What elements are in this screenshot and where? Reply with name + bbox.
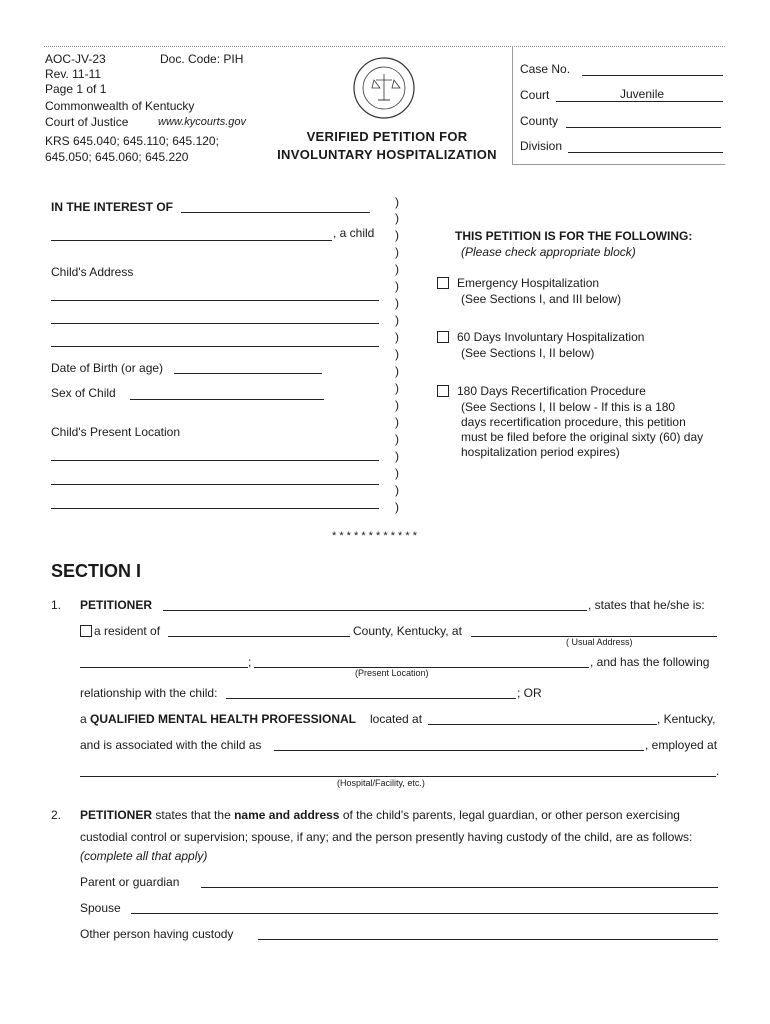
recertification-label: 180 Days Recertification Procedure bbox=[457, 384, 646, 398]
address-line-1[interactable] bbox=[51, 300, 379, 301]
commonwealth: Commonwealth of Kentucky bbox=[45, 99, 195, 113]
title-line-1: VERIFIED PETITION FOR bbox=[306, 129, 468, 144]
a-label: a bbox=[80, 712, 87, 726]
sixty-days-note: (See Sections I, II below) bbox=[461, 346, 595, 360]
county-label: County bbox=[520, 114, 559, 128]
recertification-note-3: must be filed before the original sixty (60) day bbox=[461, 430, 704, 444]
petitioner-name-field[interactable] bbox=[163, 610, 587, 611]
address-line-3[interactable] bbox=[51, 346, 379, 347]
kentucky-label: , Kentucky, bbox=[657, 712, 716, 726]
item-1-number: 1. bbox=[51, 598, 62, 612]
sixty-days-label: 60 Days Involuntary Hospitalization bbox=[457, 330, 645, 344]
county-field[interactable] bbox=[566, 127, 721, 128]
location-line-1[interactable] bbox=[51, 460, 379, 461]
petition-for-heading: THIS PETITION IS FOR THE FOLLOWING: bbox=[455, 229, 693, 243]
division-label: Division bbox=[520, 139, 563, 153]
location-line-3[interactable] bbox=[51, 508, 379, 509]
resident-of-label: a resident of bbox=[94, 624, 161, 638]
division-field[interactable] bbox=[568, 152, 723, 153]
stars-divider: * * * * * * * * * * * * bbox=[332, 530, 417, 542]
spouse-label: Spouse bbox=[80, 901, 121, 915]
qmhp-label: QUALIFIED MENTAL HEALTH PROFESSIONAL bbox=[90, 712, 356, 726]
parent-guardian-label: Parent or guardian bbox=[80, 875, 180, 889]
located-at-label: located at bbox=[370, 712, 423, 726]
county-kentucky-at: County, Kentucky, at bbox=[353, 624, 462, 638]
court-field[interactable] bbox=[556, 101, 723, 102]
other-custody-field[interactable] bbox=[258, 939, 718, 940]
item-2-line-1 bbox=[80, 808, 680, 822]
location-line-2[interactable] bbox=[51, 484, 379, 485]
sex-label: Sex of Child bbox=[51, 386, 116, 400]
relationship-field[interactable] bbox=[226, 698, 516, 699]
petition-for-instruction: (Please check appropriate block) bbox=[461, 245, 636, 259]
in-the-interest-of: IN THE INTEREST OF bbox=[51, 200, 174, 214]
a-child-label: , a child bbox=[333, 226, 375, 240]
child-name-field[interactable] bbox=[51, 240, 332, 241]
relationship-label: relationship with the child: bbox=[80, 686, 218, 700]
states-that: , states that he/she is: bbox=[588, 598, 705, 612]
krs-line-2: 645.050; 645.060; 645.220 bbox=[45, 150, 189, 164]
dob-label: Date of Birth (or age) bbox=[51, 361, 164, 375]
section-1-title: SECTION I bbox=[51, 561, 142, 581]
associated-label: and is associated with the child as bbox=[80, 738, 262, 752]
name-and-address: name and address bbox=[234, 808, 340, 822]
emergency-note: (See Sections I, and III below) bbox=[461, 292, 622, 306]
title-line-2: INVOLUNTARY HOSPITALIZATION bbox=[277, 147, 497, 162]
complete-all: (complete all that apply) bbox=[80, 849, 208, 863]
sex-field[interactable] bbox=[130, 399, 324, 400]
dob-field[interactable] bbox=[174, 373, 322, 374]
recertification-checkbox[interactable] bbox=[437, 385, 449, 397]
case-no-field[interactable] bbox=[582, 75, 723, 76]
spouse-field[interactable] bbox=[131, 913, 718, 914]
recertification-note-1: (See Sections I, II below - If this is a 180 bbox=[461, 400, 676, 414]
associated-field[interactable] bbox=[274, 750, 644, 751]
page-count: Page 1 of 1 bbox=[45, 82, 107, 96]
petitioner-label-2: PETITIONER bbox=[80, 808, 153, 822]
usual-address-caption: ( Usual Address) bbox=[566, 637, 633, 647]
resident-checkbox[interactable] bbox=[80, 625, 92, 637]
court-value: Juvenile bbox=[620, 87, 665, 101]
semicolon: ; bbox=[248, 655, 252, 669]
emergency-label: Emergency Hospitalization bbox=[457, 276, 600, 290]
emergency-checkbox[interactable] bbox=[437, 277, 449, 289]
childs-address-label: Child's Address bbox=[51, 265, 134, 279]
item-2-text-b: of the child's parents, legal guardian, or other person exercising bbox=[342, 808, 680, 822]
item-2-text-a: states that the bbox=[155, 808, 231, 822]
employer-field[interactable] bbox=[80, 776, 716, 777]
case-no-label: Case No. bbox=[520, 62, 571, 76]
header-divider bbox=[512, 46, 513, 164]
doc-code: Doc. Code: PIH bbox=[160, 52, 244, 66]
address-line-2[interactable] bbox=[51, 323, 379, 324]
parent-guardian-field[interactable] bbox=[201, 887, 718, 888]
interest-name-field[interactable] bbox=[181, 212, 370, 213]
recertification-note-4: hospitalization period expires) bbox=[461, 445, 620, 459]
resident-county-field[interactable] bbox=[168, 636, 350, 637]
item-2-line-2: custodial control or supervision; spouse, if any; and the person presently having custody of the child, are as follows: bbox=[80, 830, 693, 844]
other-custody-label: Other person having custody bbox=[80, 927, 234, 941]
court-label: Court bbox=[520, 88, 550, 102]
form-number: AOC-JV-23 bbox=[45, 52, 106, 66]
address-continued-field[interactable] bbox=[80, 667, 248, 668]
website-link[interactable]: www.kycourts.gov bbox=[158, 116, 247, 128]
court-of-justice: Court of Justice bbox=[45, 115, 129, 129]
court-seal-icon bbox=[352, 56, 416, 120]
top-rule bbox=[44, 46, 725, 47]
period: . bbox=[716, 764, 720, 778]
sixty-days-checkbox[interactable] bbox=[437, 331, 449, 343]
has-following: , and has the following bbox=[590, 655, 710, 669]
located-at-field[interactable] bbox=[428, 724, 657, 725]
present-location-caption: (Present Location) bbox=[355, 668, 429, 678]
revision: Rev. 11-11 bbox=[45, 67, 102, 81]
krs-line-1: KRS 645.040; 645.110; 645.120; bbox=[45, 134, 219, 148]
hospital-caption: (Hospital/Facility, etc.) bbox=[337, 778, 425, 788]
item-2-number: 2. bbox=[51, 808, 62, 822]
recertification-note-2: days recertification procedure, this petition bbox=[461, 415, 686, 429]
petitioner-label: PETITIONER bbox=[80, 598, 153, 612]
employed-at-label: , employed at bbox=[645, 738, 718, 752]
or-label: ; OR bbox=[517, 686, 542, 700]
header-bottom-rule bbox=[512, 164, 725, 165]
present-location-label: Child's Present Location bbox=[51, 425, 181, 439]
